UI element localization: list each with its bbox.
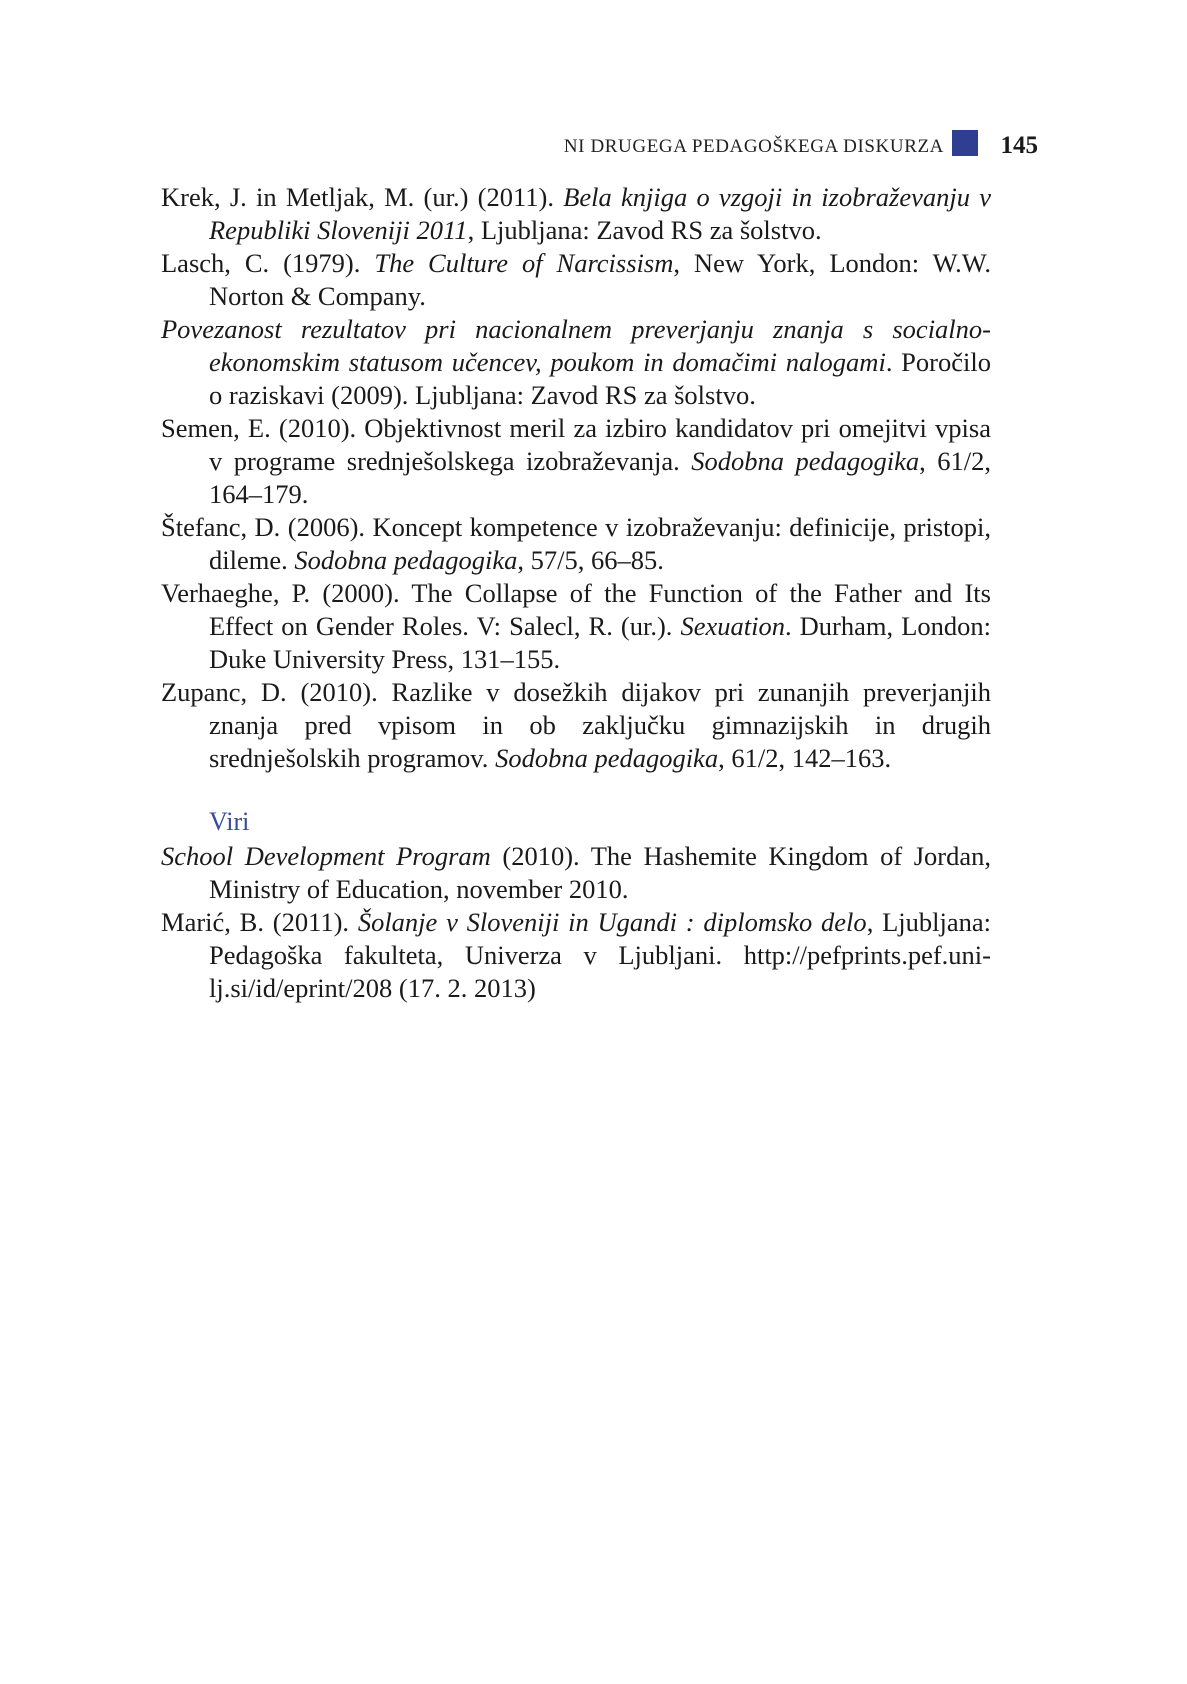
reference-entry: Krek, J. in Metljak, M. (ur.) (2011). Bela knjiga o vzgoji in izobraževanju v Republiki Sloveniji 2011, Ljubljana: Zavod RS za šolstvo. [161, 182, 991, 245]
running-title: NI DRUGEGA PEDAGOŠKEGA DISKURZA [563, 136, 944, 157]
reference-entry: Verhaeghe, P. (2000). The Collapse of the Function of the Father and Its Effect on Gender Roles. V: Salecl, R. (ur.). Sexuation. Durham, London: Duke University Press, 131–155. [161, 578, 991, 674]
section-color-marker [952, 130, 978, 156]
reference-entry: Lasch, C. (1979). The Culture of Narcissism, New York, London: W.W. Norton & Company. [161, 248, 992, 311]
sources-heading: Viri [209, 807, 250, 836]
bibliography [161, 181, 991, 1005]
reference-entry: Povezanost rezultatov pri nacionalnem preverjanju znanja s socialno-ekonomskim statusom učencev, poukom in domačimi nalogami. Poročilo o raziskavi (2009). Ljubljana: Zavod RS za šolstvo. [161, 314, 991, 410]
running-header [520, 130, 1040, 164]
reference-entry: Štefanc, D. (2006). Koncept kompetence v izobraževanju: definicije, pristopi, dileme. Sodobna pedagogika, 57/5, 66–85. [161, 512, 991, 575]
reference-entry: Semen, E. (2010). Objektivnost meril za izbiro kandidatov pri omejitvi vpisa v programe srednješolskega izobraževanja. Sodobna pedagogika, 61/2, 164–179. [161, 413, 991, 509]
page-number: 145 [1000, 132, 1038, 159]
source-entry: Marić, B. (2011). Šolanje v Sloveniji in Ugandi : diplomsko delo, Ljubljana: Pedagoška fakulteta, Univerza v Ljubljani. http://pefprints.pef.uni-lj.si/id/eprint/208 (17. 2. 2013) [161, 907, 991, 1003]
source-entry: School Development Program (2010). The Hashemite Kingdom of Jordan, Ministry of Education, november 2010. [161, 841, 992, 904]
reference-entry: Zupanc, D. (2010). Razlike v dosežkih dijakov pri zunanjih preverjanjih znanja pred vpisom in ob zaključku gimnazijskih in drugih srednješolskih programov. Sodobna pedagogika, 61/2, 142–163. [161, 677, 991, 773]
